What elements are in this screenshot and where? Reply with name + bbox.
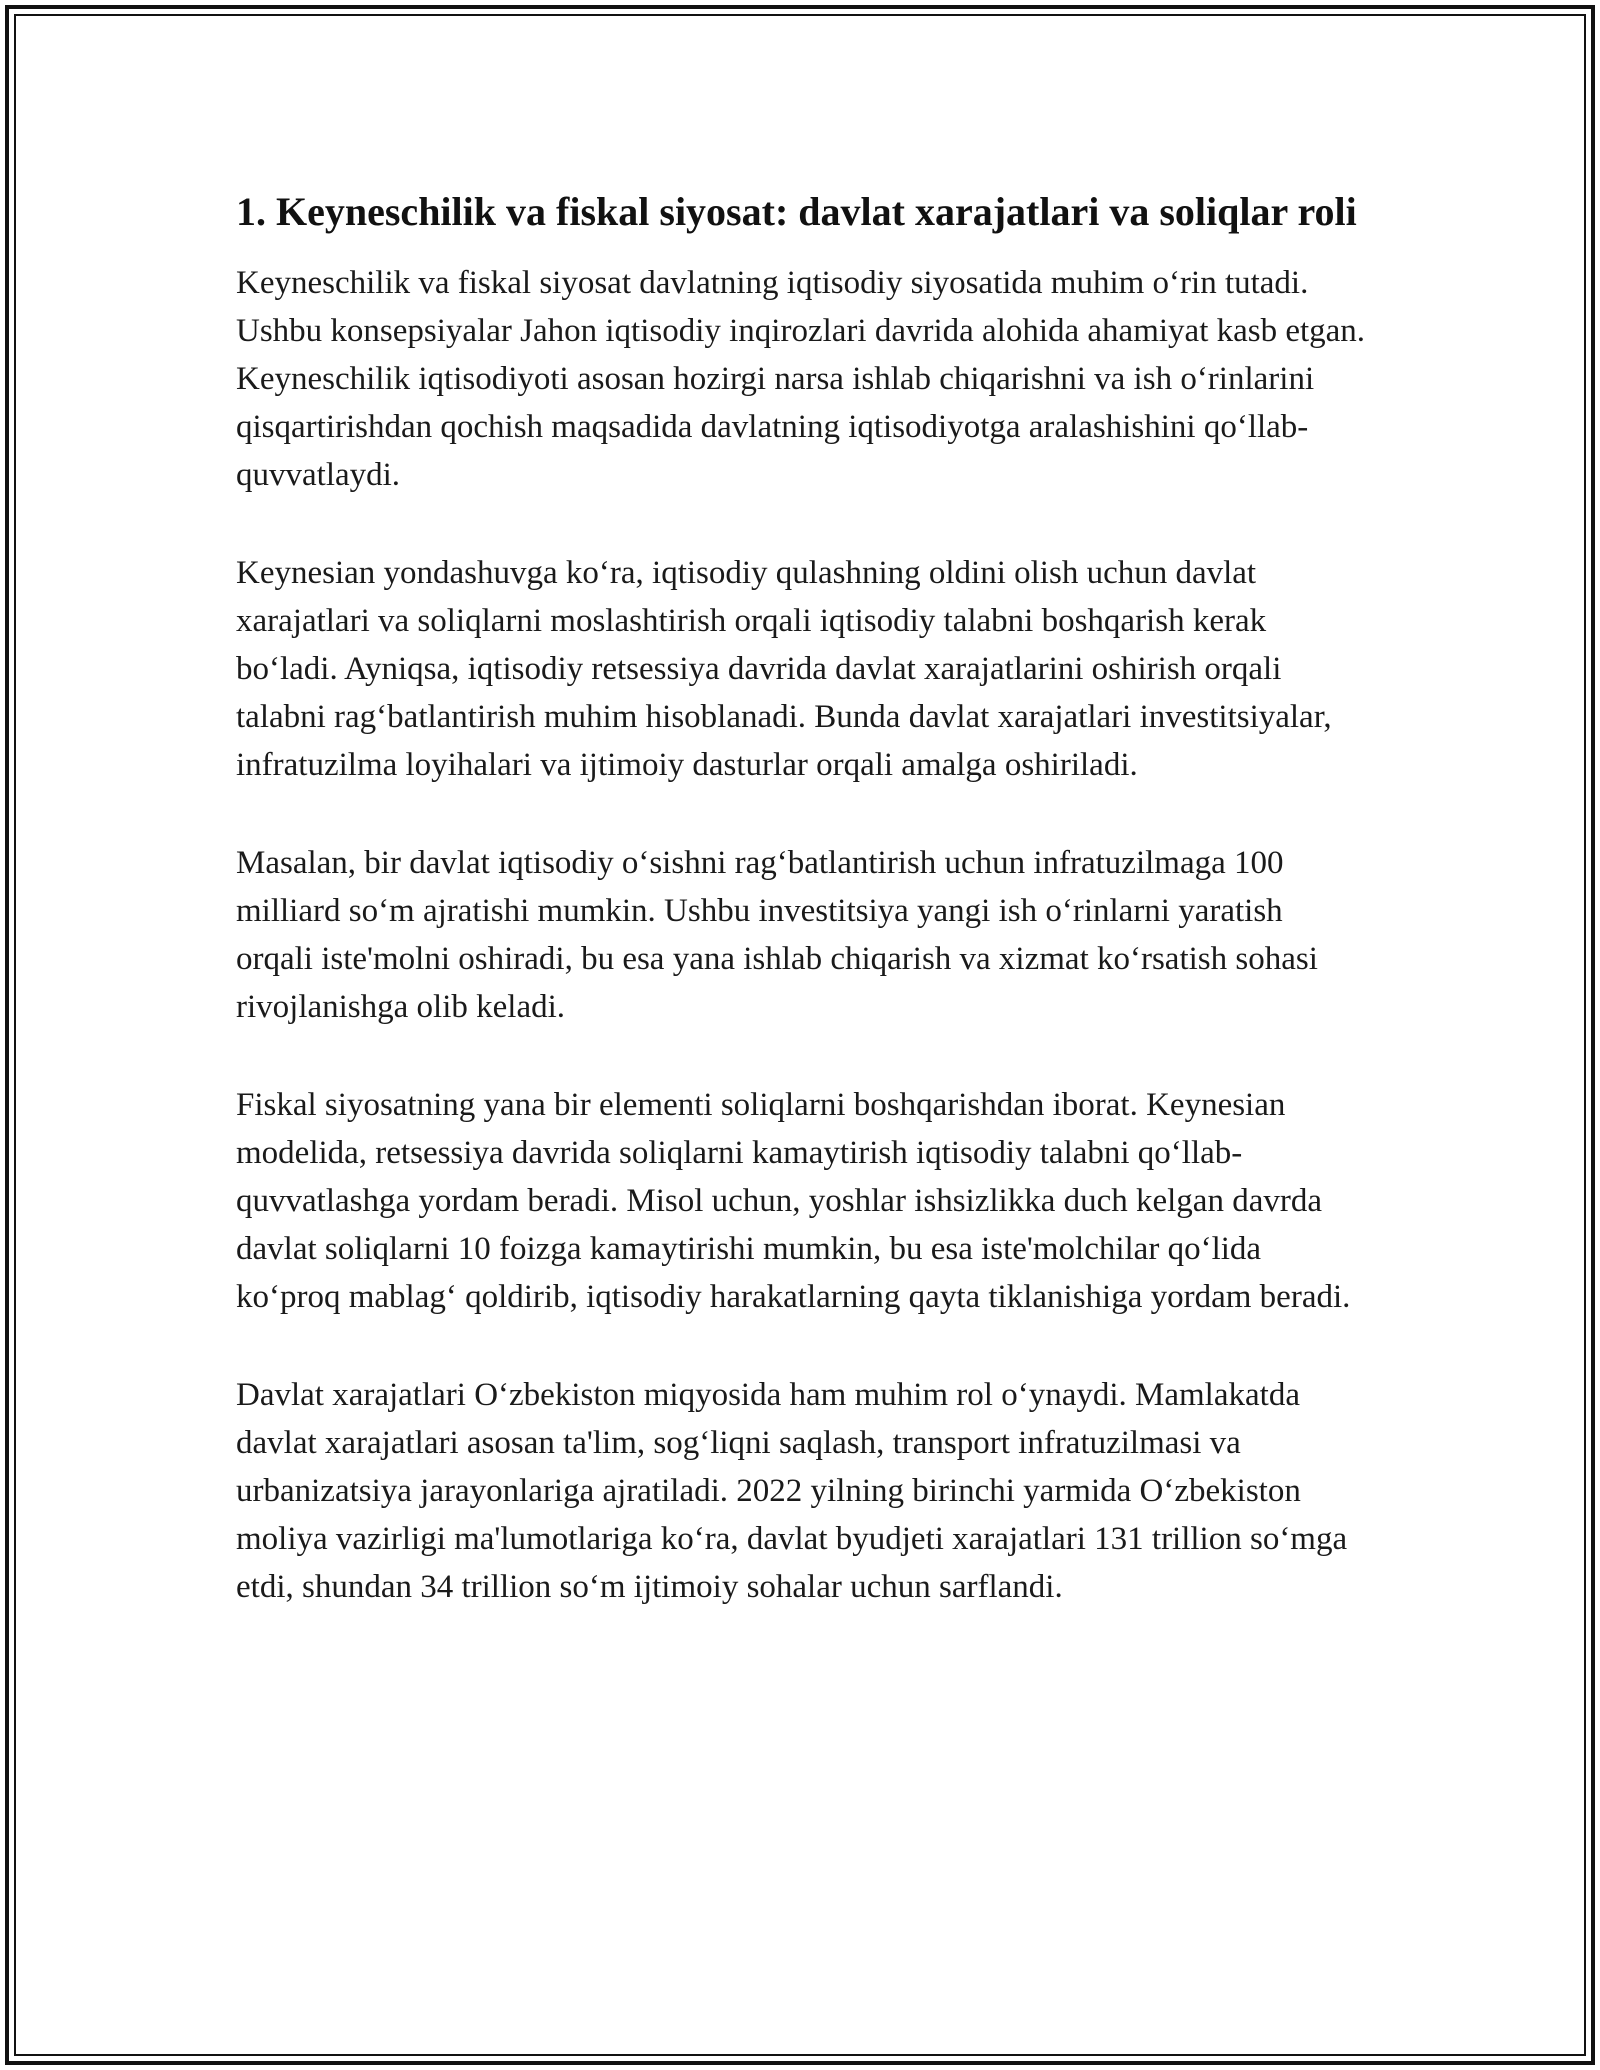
paragraph-1: Keyneschilik va fiskal siyosat davlatning iqtisodiy siyosatida muhim o‘rin tutadi. Ushbu konsepsiyalar Jahon iqtisodiy inqirozlari davrida alohida ahamiyat kasb etgan. Keyneschilik iqtisodiyoti asosan hozirgi narsa ishlab chiqarishni va ish o‘rinlarini qisqartirishdan qochish maqsadida davlatning iqtisodiyotga aralashishini qo‘llab-quvvatlaydi. xyxy=(236,265,1366,493)
section-heading: 1. Keyneschilik va fiskal siyosat: davlat xarajatlari va soliqlar roli xyxy=(236,189,1357,234)
paragraph-5: Davlat xarajatlari O‘zbekiston miqyosida ham muhim rol o‘ynaydi. Mamlakatda davlat xarajatlari asosan ta'lim, sog‘liqni saqlash, transport infratuzilmasi va urbanizatsiya jarayonlariga ajratiladi. 2022 yilning birinchi yarmida O‘zbekiston moliya vazirligi ma'lumotlariga ko‘ra, davlat byudjeti xarajatlari 131 trillion so‘mga etdi, shundan 34 trillion so‘m ijtimoiy sohalar uchun sarflandi. xyxy=(236,1377,1348,1605)
document-body xyxy=(236,184,1366,1661)
paragraph-3: Masalan, bir davlat iqtisodiy o‘sishni rag‘batlantirish uchun infratuzilmaga 100 milliard so‘m ajratishi mumkin. Ushbu investitsiya yangi ish o‘rinlarni yaratish orqali iste'molni oshiradi, bu esa yana ishlab chiqarish va xizmat ko‘rsatish sohasi rivojlanishga olib keladi. xyxy=(236,845,1318,1025)
paragraph-4: Fiskal siyosatning yana bir elementi soliqlarni boshqarishdan iborat. Keynesian modelida, retsessiya davrida soliqlarni kamaytirish iqtisodiy talabni qo‘llab-quvvatlashga yordam beradi. Misol uchun, yoshlar ishsizlikka duch kelgan davrda davlat soliqlarni 10 foizga kamaytirishi mumkin, bu esa iste'molchilar qo‘lida ko‘proq mablag‘ qoldirib, iqtisodiy harakatlarning qayta tiklanishiga yordam beradi. xyxy=(236,1087,1351,1315)
paragraph-2: Keynesian yondashuvga ko‘ra, iqtisodiy qulashning oldini olish uchun davlat xarajatlari va soliqlarni moslashtirish orqali iqtisodiy talabni boshqarish kerak bo‘ladi. Ayniqsa, iqtisodiy retsessiya davrida davlat xarajatlarini oshirish orqali talabni rag‘batlantirish muhim hisoblanadi. Bunda davlat xarajatlari investitsiyalar, infratuzilma loyihalari va ijtimoiy dasturlar orqali amalga oshiriladi. xyxy=(236,555,1332,783)
